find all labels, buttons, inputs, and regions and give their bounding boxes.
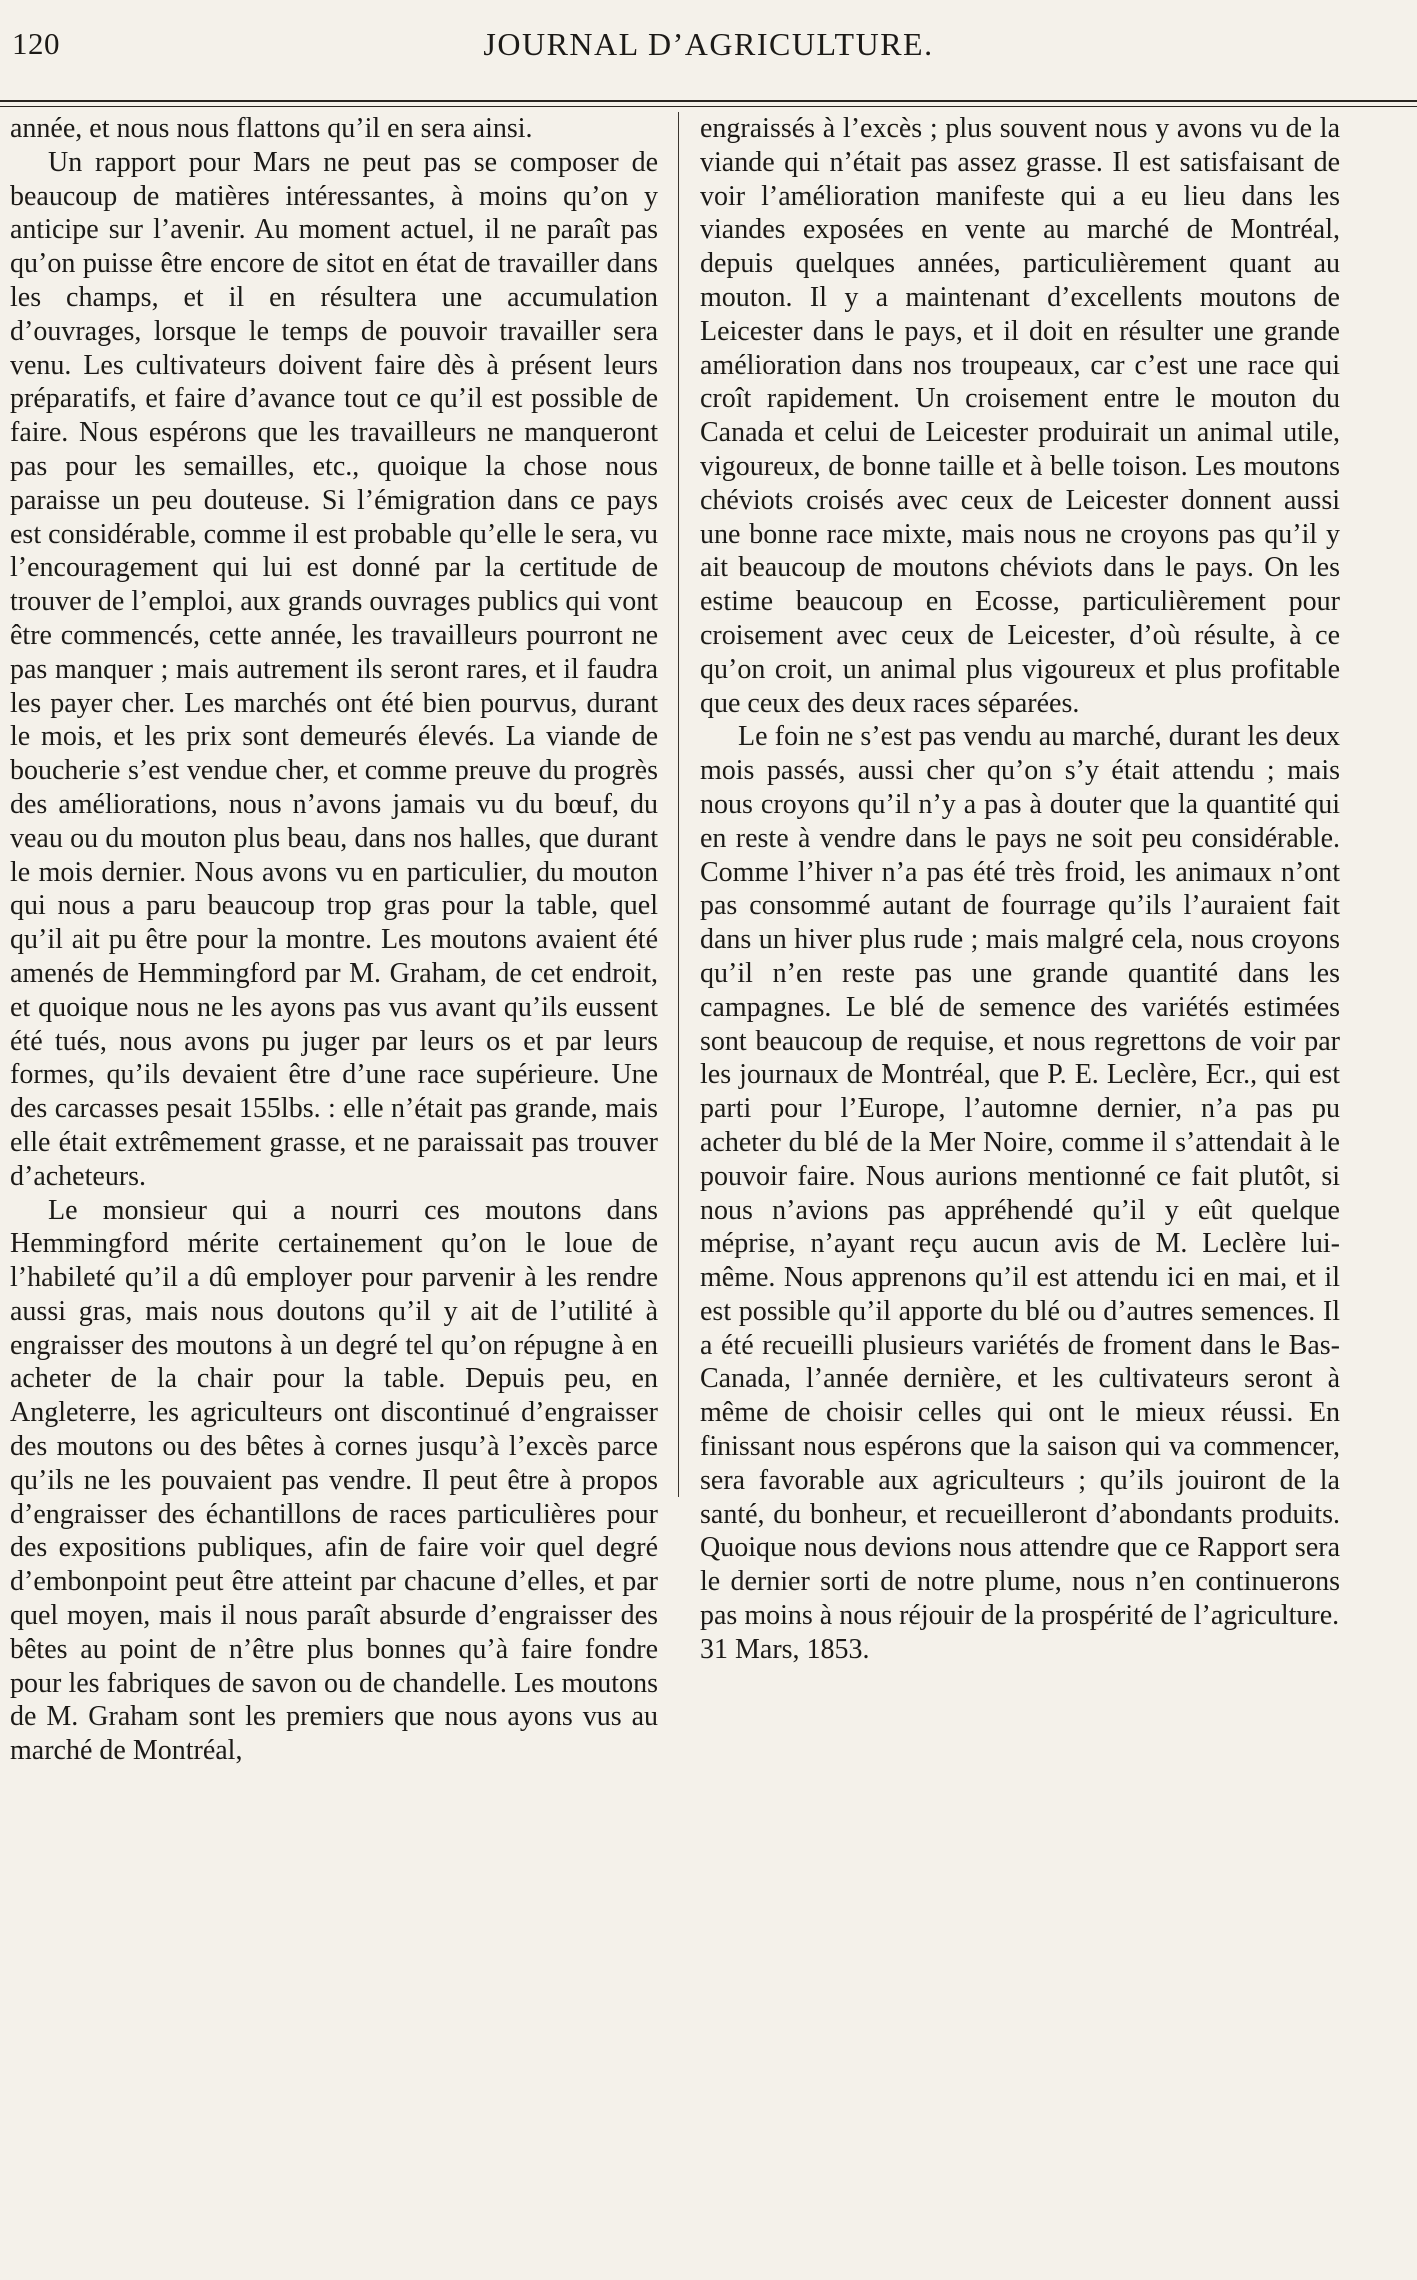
page-header [12, 26, 1405, 76]
left-paragraph-3: Le monsieur qui a nourri ces moutons dans Hemmingford mérite certainement qu’on le loue de l’habileté qu’il a dû employer pour parvenir à les rendre aussi gras, mais nous doutons qu’il y ait de l’utilité à engraisser des moutons à un degré tel qu’on répugne à en acheter de la chair pour la table. Depuis peu, en Angleterre, les agriculteurs ont discontinué d’engraisser des moutons ou des bêtes à cornes jusqu’à l’excès parce qu’ils ne les pouvaient pas vendre. Il peut être à propos d’engraisser des échantillons de races particulières pour des expositions publiques, afin de faire voir quel degré d’embonpoint peut être atteint par chacune d’elles, et par quel moyen, mais il nous paraît absurde d’engraisser des bêtes au point de n’être plus bonnes qu’à faire fondre pour les fabriques de savon ou de chandelle. Les moutons de M. Graham sont les premiers que nous ayons vus au marché de Montréal, [10, 1194, 658, 1767]
left-paragraph-2: Un rapport pour Mars ne peut pas se composer de beaucoup de matières intéressantes, à moins qu’on y anticipe sur l’avenir. Au moment actuel, il ne paraît pas qu’on puisse être encore de sitot en état de travailler dans les champs, et il en résultera une accumulation d’ouvrages, lorsque le temps de pouvoir travailler sera venu. Les cultivateurs doivent faire dès à présent leurs préparatifs, et faire d’avance tout ce qu’il est possible de faire. Nous espérons que les travailleurs ne manqueront pas pour les semailles, etc., quoique la chose nous paraisse un peu douteuse. Si l’émigration dans ce pays est considérable, comme il est probable qu’elle le sera, vu l’encouragement qui lui est donné par la certitude de trouver de l’emploi, aux grands ouvrages publics qui vont être commencés, cette année, les travailleurs pourront ne pas manquer ; mais autrement ils seront rares, et il faudra les payer cher. Les marchés ont été bien pourvus, durant le mois, et les prix sont demeurés élevés. La viande de boucherie s’est vendue cher, et comme preuve du progrès des améliorations, nous n’avons jamais vu du bœuf, du veau ou du mouton plus beau, dans nos halles, que durant le mois dernier. Nous avons vu en particulier, du mouton qui nous a paru beaucoup trop gras pour la table, quel qu’il ait pu être pour la montre. Les moutons avaient été amenés de Hemmingford par M. Graham, de cet endroit, et quoique nous ne les ayons pas vus avant qu’ils eussent été tués, nous avons pu juger par leurs os et par leurs formes, qu’ils devaient être d’une race supérieure. Une des carcasses pesait 155lbs. : elle n’était pas grande, mais elle était extrêmement grasse, et ne paraissait pas trouver d’acheteurs. [10, 146, 658, 1192]
dateline: 31 Mars, 1853. [700, 1633, 870, 1665]
left-column [10, 112, 658, 1768]
right-paragraph-1: engraissés à l’excès ; plus souvent nous y avons vu de la viande qui n’était pas assez grasse. Il est satisfaisant de voir l’amélioration manifeste qui a eu lieu dans les viandes exposées en vente au marché de Montréal, depuis quelques années, particulièrement quant au mouton. Il y a maintenant d’excellents moutons de Leicester dans le pays, et il doit en résulter une grande amélioration dans nos troupeaux, car c’est une race qui croît rapidement. Un croisement entre le mouton du Canada et celui de Leicester produirait un animal utile, vigoureux, de bonne taille et à belle toison. Les moutons chéviots croisés avec ceux de Leicester donnent aussi une bonne race mixte, mais nous ne croyons pas qu’il y ait beaucoup de moutons chéviots dans le pays. On les estime beaucoup en Ecosse, particulièrement pour croisement avec ceux de Leicester, d’où résulte, à ce qu’on croit, un animal plus vigoureux et plus profitable que ceux des deux races séparées. [700, 113, 1340, 719]
header-rule [0, 100, 1417, 102]
right-column [700, 112, 1340, 1667]
column-divider [678, 112, 679, 1497]
running-title: JOURNAL D’AGRICULTURE. [483, 26, 934, 62]
right-paragraph-2: Le foin ne s’est pas vendu au marché, durant les deux mois passés, aussi cher qu’on s’y était attendu ; mais nous croyons qu’il n’y a pas à douter que la quantité qui en reste à vendre dans le pays ne soit peu considérable. Comme l’hiver n’a pas été très froid, les animaux n’ont pas consommé autant de fourrage qu’ils l’auraient fait dans un hiver plus rude ; mais malgré cela, nous croyons qu’il n’en reste pas une grande quantité dans les campagnes. Le blé de semence des variétés estimées sont beaucoup de requise, et nous regrettons de voir par les journaux de Montréal, que P. E. Leclère, Ecr., qui est parti pour l’Europe, l’automne dernier, n’a pas pu acheter du blé de la Mer Noire, comme il s’attendait à le pouvoir faire. Nous aurions mentionné ce fait plutôt, si nous n’avions pas appréhendé qu’il y eût quelque méprise, n’ayant reçu aucun avis de M. Leclère lui-même. Nous apprenons qu’il est attendu ici en mai, et il est possible qu’il apporte du blé ou d’autres semences. Il a été recueilli plusieurs variétés de froment dans le Bas-Canada, l’année dernière, et les cultivateurs seront à même de choisir celles qui ont le mieux réussi. En finissant nous espérons que la saison qui va commencer, sera favorable aux agriculteurs ; qu’ils jouiront de la santé, du bonheur, et recueilleront d’abondants produits. Quoique nous devions nous attendre que ce Rapport sera le dernier sorti de notre plume, nous n’en continuerons pas moins à nous réjouir de la prospérité de l’agriculture. [700, 721, 1340, 1632]
left-paragraph-1: année, et nous nous flattons qu’il en sera ainsi. [10, 113, 533, 144]
page-number: 120 [12, 26, 60, 61]
header-rule-thin [0, 106, 1417, 107]
